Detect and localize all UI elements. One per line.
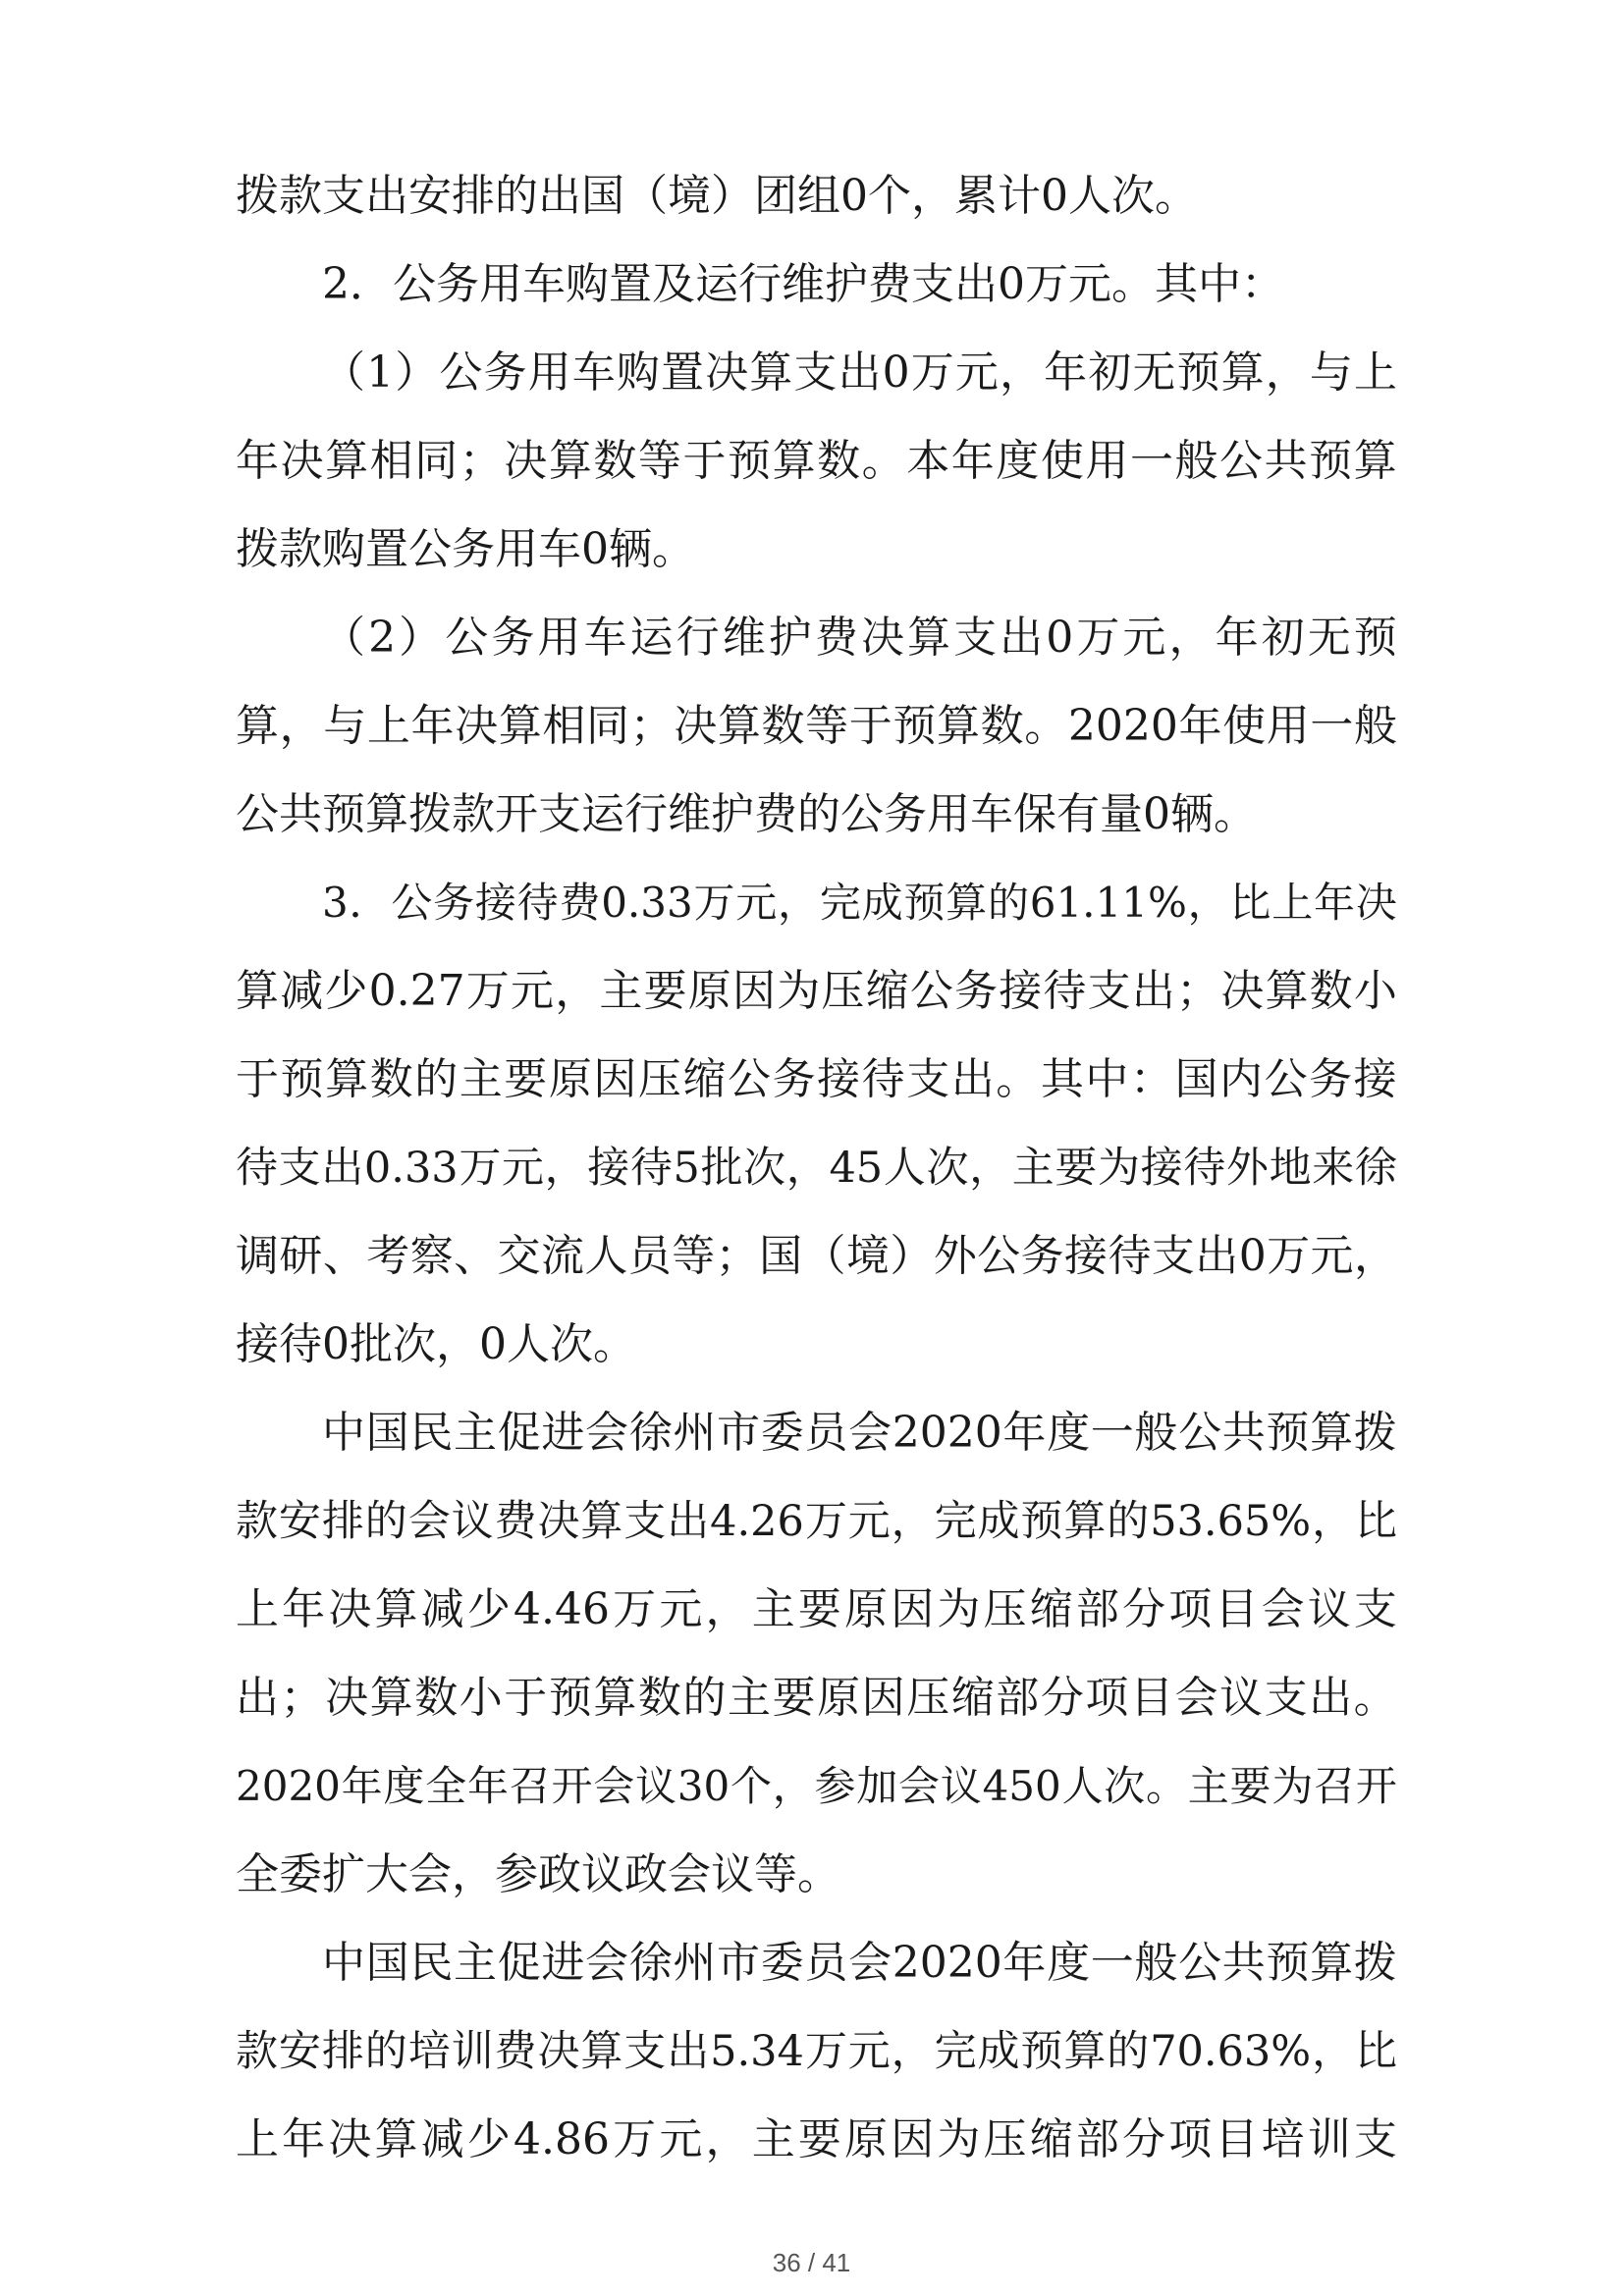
text-line: 全委扩大会，参政议政会议等。 [236,1849,840,1899]
text-line: 上 年 决 算 减 少 4.86 万 元 ， 主 要 原 因 为 压 缩 部 分 项 目 培 训 支 [236,2114,1397,2164]
text-line: 2．公务用车购置及运行维护费支出0万元。其中： [322,259,1284,309]
text-line: 年 决 算 相 同 ； 决 算 数 等 于 预 算 数 。 本 年 度 使 用 一 般 公 共 预 算 [236,436,1397,486]
page-indicator: 36 / 41 [772,2248,851,2277]
text-line: 接待0批次，0人次。 [236,1319,636,1369]
text-line: 调 研 、 考 察 、 交 流 人 员 等 ； 国 （ 境 ） 外 公 务 接 待 支 出 0 万 元 ， [236,1231,1397,1281]
text-line: 3 ． 公 务 接 待 费 0.33 万 元 ， 完 成 预 算 的 61.11% ， 比 上 年 决 [322,879,1397,927]
text-line: 算 减 少 0.27 万 元 ， 主 要 原 因 为 压 缩 公 务 接 待 支 出 ； 决 算 数 小 [236,966,1397,1016]
text-line: 出 ； 决 算 数 小 于 预 算 数 的 主 要 原 因 压 缩 部 分 项 目 会 议 支 出 。 [236,1673,1397,1723]
text-line: 2020 年 度 全 年 召 开 会 议 30 个 ， 参 加 会 议 450 人 次 。 主 要 为 召 开 [236,1762,1397,1810]
text-line: 中 国 民 主 促 进 会 徐 州 市 委 员 会 2020 年 度 一 般 公 共 预 算 拨 [322,1938,1397,1988]
text-line: 于 预 算 数 的 主 要 原 因 压 缩 公 务 接 待 支 出 。 其 中 ： 国 内 公 务 接 [236,1054,1397,1104]
text-line: （ 2 ） 公 务 用 车 运 行 维 护 费 决 算 支 出 0 万 元 ， 年 初 无 预 [322,613,1397,663]
text-line: 中 国 民 主 促 进 会 徐 州 市 委 员 会 2020 年 度 一 般 公 共 预 算 拨 [322,1408,1397,1458]
text-line: 待 支 出 0.33 万 元 ， 接 待 5 批 次 ， 45 人 次 ， 主 要 为 接 待 外 地 来 徐 [236,1144,1397,1193]
text-line: 算 ， 与 上 年 决 算 相 同 ； 决 算 数 等 于 预 算 数 。 2020 年 使 用 一 般 [236,701,1397,751]
text-line: 款 安 排 的 会 议 费 决 算 支 出 4.26 万 元 ， 完 成 预 算 的 53.65% ， 比 [236,1497,1397,1546]
text-line: 拨款支出安排的出国（境）团组0个，累计0人次。 [236,171,1198,221]
text-line: 款 安 排 的 培 训 费 决 算 支 出 5.34 万 元 ， 完 成 预 算 的 70.63% ， 比 [236,2027,1397,2076]
text-line: 上 年 决 算 减 少 4.46 万 元 ， 主 要 原 因 为 压 缩 部 分 项 目 会 议 支 [236,1584,1397,1634]
text-line: 拨款购置公务用车0辆。 [236,524,695,574]
text-line: 公共预算拨款开支运行维护费的公务用车保有量0辆。 [236,789,1257,839]
text-line: （ 1 ） 公 务 用 车 购 置 决 算 支 出 0 万 元 ， 年 初 无 预 算 ， 与 上 [322,347,1397,398]
